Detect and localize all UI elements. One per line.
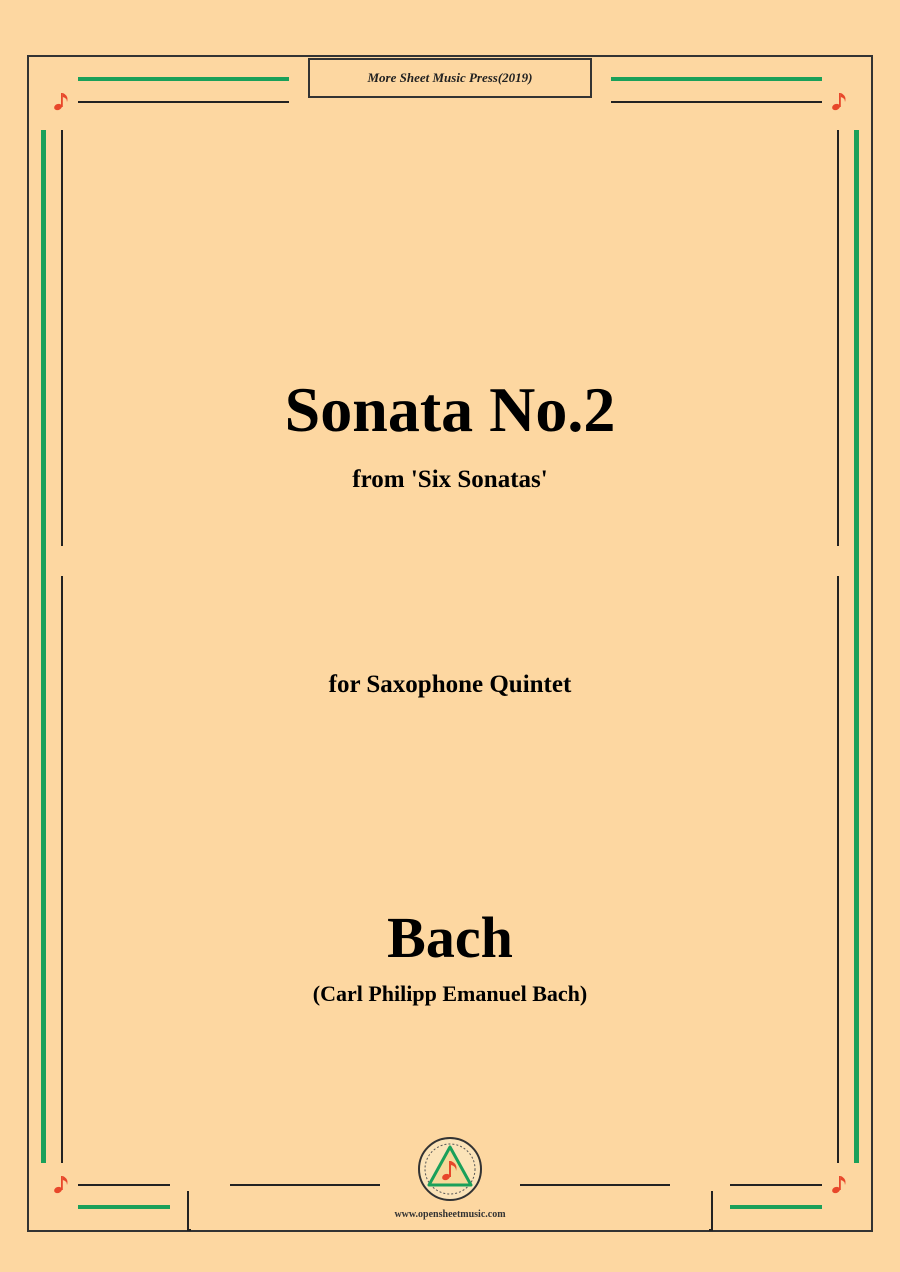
piece-title: Sonata No.2 [284, 374, 616, 445]
right-green-bar [854, 130, 859, 1163]
composer-name: Bach [387, 905, 513, 970]
composer-full-name: (Carl Philipp Emanuel Bach) [312, 981, 588, 1006]
right-inner-rule-lower [837, 576, 839, 1163]
bottom-right-bracket-foot [709, 1229, 713, 1231]
music-note-icon [830, 1173, 850, 1195]
bottom-center-left-rule [230, 1184, 380, 1186]
publisher-box [308, 58, 592, 98]
left-inner-rule-lower [61, 576, 63, 1163]
bottom-left-bracket-foot [187, 1229, 191, 1231]
bottom-left-rule [78, 1184, 170, 1186]
left-green-bar [41, 130, 46, 1163]
instrumentation: for Saxophone Quintet [328, 671, 572, 698]
top-right-rule [611, 101, 822, 103]
top-right-green-bar [611, 77, 822, 81]
bottom-center-right-rule [520, 1184, 670, 1186]
piece-subtitle: from 'Six Sonatas' [352, 466, 548, 493]
publisher-label: More Sheet Music Press(2019) [367, 70, 533, 85]
bottom-right-rule [730, 1184, 822, 1186]
music-note-icon [830, 90, 850, 112]
top-left-green-bar [78, 77, 289, 81]
website-url[interactable]: www.opensheetmusic.com [394, 1209, 506, 1220]
music-note-icon [52, 1173, 72, 1195]
music-note-icon [52, 90, 72, 112]
outer-frame [27, 55, 873, 1232]
top-left-rule [78, 101, 289, 103]
open-sheet-music-logo-icon [417, 1136, 483, 1202]
